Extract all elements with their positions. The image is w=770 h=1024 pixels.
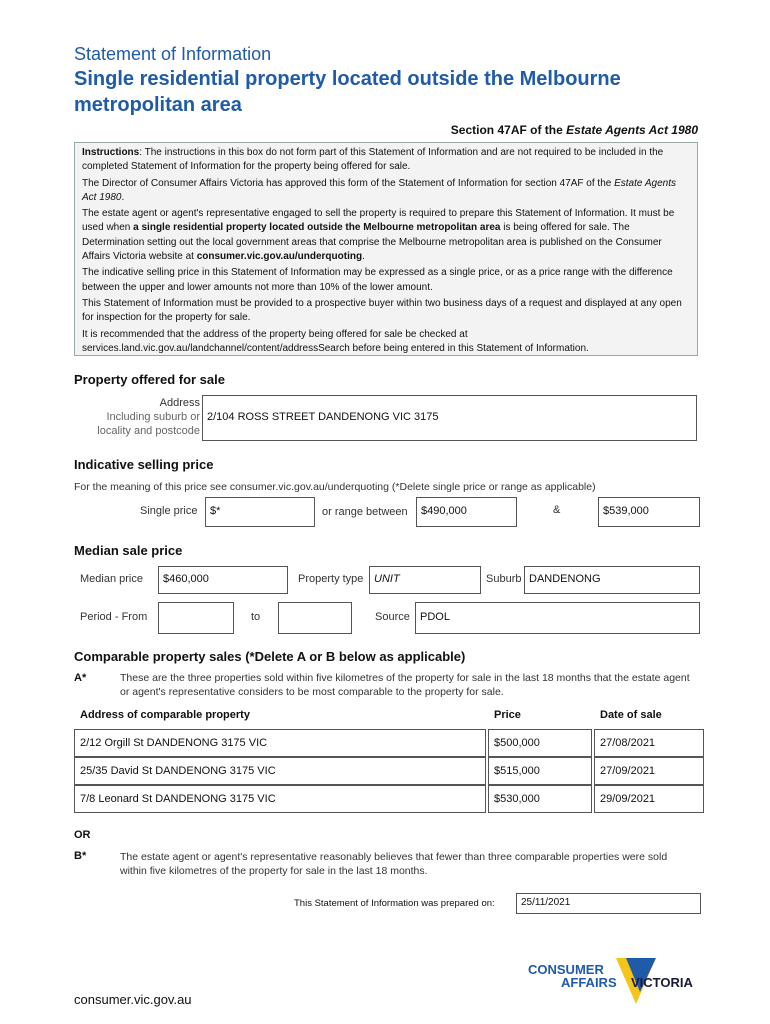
- col-price-header: Price: [494, 709, 521, 721]
- section-reference: Section 47AF of the Estate Agents Act 1980: [450, 123, 698, 137]
- source-field[interactable]: PDOL: [415, 602, 700, 634]
- comparable-price-cell[interactable]: $500,000: [488, 729, 592, 757]
- option-a-text: These are the three properties sold within five kilometres of the property for sale in the last 18 months that the estate agent or agent's representative considers to be most comparable to the property for sale.: [120, 672, 690, 698]
- median-price-field[interactable]: $460,000: [158, 566, 288, 594]
- single-price-label: Single price: [140, 505, 198, 517]
- range-ampersand: &: [553, 504, 561, 516]
- median-price-label: Median price: [80, 573, 143, 585]
- indicative-note: For the meaning of this price see consumer.vic.gov.au/underquoting (*Delete single price or range as applicable): [74, 481, 596, 493]
- comparable-price-cell[interactable]: $530,000: [488, 785, 592, 813]
- comparable-price-cell[interactable]: $515,000: [488, 757, 592, 785]
- form-title: Single residential property located outside the Melbourne metropolitan area: [74, 68, 621, 116]
- range-label: or range between: [322, 506, 408, 518]
- comparable-date-cell[interactable]: 27/08/2021: [594, 729, 704, 757]
- prepared-date-field[interactable]: 25/11/2021: [516, 893, 701, 914]
- property-heading: Property offered for sale: [74, 372, 225, 387]
- address-field[interactable]: 2/104 ROSS STREET DANDENONG VIC 3175: [202, 395, 697, 441]
- footer-url[interactable]: consumer.vic.gov.au: [74, 992, 192, 1007]
- table-row: [74, 785, 704, 813]
- logo-line-victoria: VICTORIA: [631, 975, 693, 990]
- comparable-address-cell[interactable]: 7/8 Leonard St DANDENONG 3175 VIC: [74, 785, 486, 813]
- instructions-label: Instructions: [82, 147, 140, 158]
- range-low-field[interactable]: $490,000: [416, 497, 517, 527]
- period-to-field[interactable]: [278, 602, 352, 634]
- period-from-field[interactable]: [158, 602, 234, 634]
- comparable-date-cell[interactable]: 27/09/2021: [594, 757, 704, 785]
- logo-line-consumer: CONSUMER: [528, 962, 604, 977]
- form-supertitle: Statement of Information: [74, 44, 272, 64]
- consumer-affairs-victoria-logo: [528, 958, 703, 1006]
- single-price-field[interactable]: $*: [205, 497, 315, 527]
- or-label: OR: [74, 829, 91, 841]
- period-from-label: Period - From: [80, 611, 148, 623]
- table-row: [74, 729, 704, 757]
- option-a-label: A*: [74, 672, 87, 684]
- comparable-heading: Comparable property sales (*Delete A or B below as applicable): [74, 649, 466, 664]
- instructions-para-5: This Statement of Information must be provided to a prospective buyer within two business days of a request and displayed at any open for inspection for the property for sale.: [82, 297, 682, 324]
- period-to-label: to: [251, 611, 261, 623]
- range-high-field[interactable]: $539,000: [598, 497, 700, 527]
- instructions-para-6: It is recommended that the address of the property being offered for sale be checked at services.land.vic.gov.au/landchannel/content/addressSearch before being entered in this Statement of Information.: [82, 328, 589, 354]
- property-type-field[interactable]: UNIT: [369, 566, 481, 594]
- address-label: Address Including suburb or locality and postcode: [97, 397, 200, 437]
- option-b-label: B*: [74, 850, 87, 862]
- indicative-heading: Indicative selling price: [74, 457, 214, 472]
- col-date-header: Date of sale: [600, 709, 662, 721]
- logo-line-affairs: AFFAIRS: [561, 975, 617, 990]
- comparable-address-cell[interactable]: 25/35 David St DANDENONG 3175 VIC: [74, 757, 486, 785]
- col-address-header: Address of comparable property: [80, 709, 250, 721]
- instructions-para-4: The indicative selling price in this Statement of Information may be expressed as a single price, or as a price range with the difference between the upper and lower amounts not more than 10% of the lower amount.: [82, 267, 673, 293]
- source-label: Source: [375, 611, 410, 623]
- underquoting-link[interactable]: consumer.vic.gov.au/underquoting: [196, 251, 363, 263]
- comparable-address-cell[interactable]: 2/12 Orgill St DANDENONG 3175 VIC: [74, 729, 486, 757]
- prepared-label: This Statement of Information was prepared on:: [294, 898, 495, 909]
- property-type-label: Property type: [298, 573, 364, 585]
- median-heading: Median sale price: [74, 543, 183, 558]
- instructions-box: Instructions: The instructions in this box do not form part of this Statement of Information and are not required to be included in the completed Statement of Information for the property being offered for sale. The Director of Consumer Affairs Victoria has approved this form of the Statement of Information for section 47AF of the Estate Agents Act 1980. The estate agent or agent's representative engaged to sell the property is required to prepare this Statement of Information. It must be used when a single residential property located outside the Melbourne metropolitan area is being offered for sale. The Determination setting out the local government areas that comprise the Melbourne metropolitan area is published on the Consumer Affairs Victoria website at consumer.vic.gov.au/underquoting. The indicative selling price in this Statement of Information may be expressed as a single price, or as a price range with the difference between the upper and lower amounts not more than 10% of the lower amount. This Statement of Information must be provided to a prospective buyer within two business days of a request and displayed at any open for inspection for the property for sale. It is recommended that the address of the property being offered for sale be checked at services.land.vic.gov.au/landchannel/content/addressSearch before being entered in this Statement of Information.: [74, 142, 698, 356]
- table-row: [74, 757, 704, 785]
- option-b-text: The estate agent or agent's representative reasonably believes that fewer than three comparable properties were sold within five kilometres of the property for sale in the last 18 months.: [120, 851, 668, 877]
- suburb-field[interactable]: DANDENONG: [524, 566, 700, 594]
- suburb-label: Suburb: [486, 573, 522, 585]
- comparable-date-cell[interactable]: 29/09/2021: [594, 785, 704, 813]
